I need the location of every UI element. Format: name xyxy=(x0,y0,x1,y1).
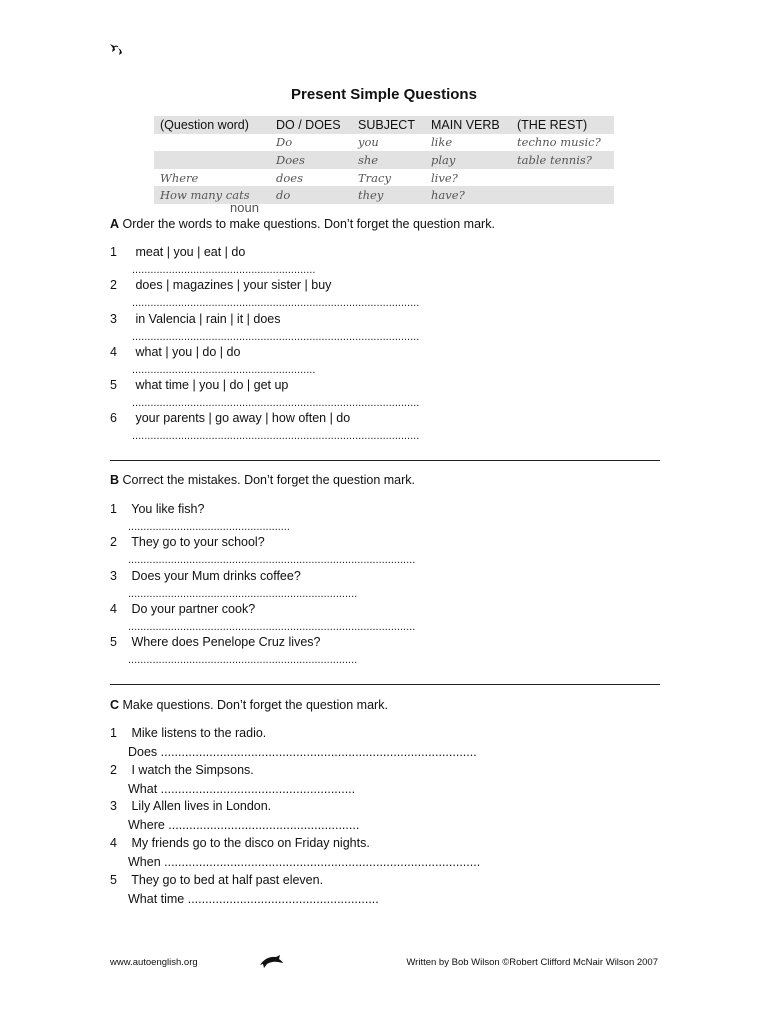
table-cell: Does xyxy=(270,151,352,169)
section-b-text: Correct the mistakes. Don’t forget the question mark. xyxy=(122,473,416,487)
item-sentence: My friends go to the disco on Friday nights. xyxy=(131,836,370,850)
item-words: what time | you | do | get up xyxy=(135,378,289,392)
item-sentence: Does your Mum drinks coffee? xyxy=(131,569,301,583)
table-cell: How many cats xyxy=(154,186,270,204)
table-cell: live? xyxy=(431,170,458,185)
section-c-item-2 xyxy=(110,763,254,777)
item-sentence: Mike listens to the radio. xyxy=(131,726,267,740)
grammar-table xyxy=(154,116,614,204)
section-c-item-4 xyxy=(110,836,370,850)
section-b-item-4 xyxy=(110,602,255,616)
item-number: 1 xyxy=(110,726,117,740)
item-sentence: You like fish? xyxy=(131,502,205,516)
section-a-instruction xyxy=(110,217,495,231)
section-c-letter: C xyxy=(110,698,120,712)
section-b-letter: B xyxy=(110,473,120,487)
table-cell: Do xyxy=(276,135,293,150)
answer-line[interactable]: Does ........................................................................................... xyxy=(128,745,477,759)
item-number: 3 xyxy=(110,312,117,326)
section-c-instruction xyxy=(110,698,388,712)
table-cell: Where xyxy=(160,170,199,185)
section-divider xyxy=(110,460,660,461)
answer-line[interactable]: ..................................................... xyxy=(128,521,290,533)
table-cell: she xyxy=(352,151,425,169)
answer-line[interactable]: ........................................................................... xyxy=(128,588,358,600)
item-sentence: Lily Allen lives in London. xyxy=(131,799,272,813)
answer-line[interactable]: .............................................................................................. xyxy=(128,621,416,633)
item-words: your parents | go away | how often | do xyxy=(135,411,351,425)
item-sentence: Do your partner cook? xyxy=(131,602,256,616)
table-cell: they xyxy=(352,186,425,204)
section-divider xyxy=(110,684,660,685)
table-row xyxy=(154,169,614,187)
item-sentence: They go to bed at half past eleven. xyxy=(131,873,324,887)
item-number: 4 xyxy=(110,345,117,359)
section-b-item-5 xyxy=(110,635,320,649)
table-cell: play xyxy=(425,151,511,169)
table-cell: like xyxy=(431,135,453,150)
section-b-instruction xyxy=(110,473,415,487)
item-number: 5 xyxy=(110,378,117,392)
table-cell xyxy=(154,134,270,152)
section-a-item-1 xyxy=(110,245,245,259)
section-a-item-4 xyxy=(110,345,240,359)
item-number: 2 xyxy=(110,763,117,777)
table-cell: you xyxy=(358,135,379,150)
table-cell: techno music? xyxy=(517,135,601,150)
section-b-item-3 xyxy=(110,569,301,583)
answer-line[interactable]: .............................................................................................. xyxy=(132,331,420,343)
item-sentence: Where does Penelope Cruz lives? xyxy=(131,635,321,649)
section-c-item-1 xyxy=(110,726,266,740)
section-a-item-5 xyxy=(110,378,288,392)
item-number: 1 xyxy=(110,245,117,259)
item-number: 5 xyxy=(110,635,117,649)
noun-annotation: noun xyxy=(230,200,259,215)
answer-line[interactable]: ............................................................ xyxy=(132,364,316,376)
birds-logo-icon xyxy=(108,42,128,58)
answer-line[interactable]: What ........................................................ xyxy=(128,782,356,796)
answer-line[interactable]: .............................................................................................. xyxy=(128,554,416,566)
header-do-does: DO / DOES xyxy=(270,116,352,134)
item-number: 2 xyxy=(110,535,117,549)
header-main-verb: MAIN VERB xyxy=(425,116,511,134)
table-row xyxy=(154,186,614,204)
answer-line[interactable]: When ........................................................................................... xyxy=(128,855,481,869)
section-a-item-6 xyxy=(110,411,350,425)
answer-line[interactable]: .............................................................................................. xyxy=(132,430,420,442)
table-cell xyxy=(511,169,614,187)
item-number: 5 xyxy=(110,873,117,887)
item-words: what | you | do | do xyxy=(135,345,241,359)
section-c-item-5 xyxy=(110,873,323,887)
header-subject: SUBJECT xyxy=(352,116,425,134)
answer-line[interactable]: ............................................................ xyxy=(132,264,316,276)
table-cell: Tracy xyxy=(358,170,391,185)
item-sentence: I watch the Simpsons. xyxy=(131,763,254,777)
item-number: 6 xyxy=(110,411,117,425)
item-words: meat | you | eat | do xyxy=(135,245,246,259)
answer-line[interactable]: .............................................................................................. xyxy=(132,397,420,409)
table-cell: does xyxy=(276,170,303,185)
item-words: in Valencia | rain | it | does xyxy=(135,312,281,326)
section-a-item-2 xyxy=(110,278,331,292)
item-number: 4 xyxy=(110,602,117,616)
table-cell xyxy=(511,186,614,204)
footer-credit: Written by Bob Wilson ©Robert Clifford McNair Wilson 2007 xyxy=(406,957,658,968)
item-number: 3 xyxy=(110,569,117,583)
table-cell xyxy=(154,151,270,169)
answer-line[interactable]: .............................................................................................. xyxy=(132,297,420,309)
section-b-item-1 xyxy=(110,502,204,516)
table-cell: do xyxy=(270,186,352,204)
item-number: 2 xyxy=(110,278,117,292)
header-the-rest: (THE REST) xyxy=(511,116,614,134)
section-a-text: Order the words to make questions. Don’t forget the question mark. xyxy=(122,217,495,231)
answer-line[interactable]: ........................................................................... xyxy=(128,654,358,666)
item-number: 1 xyxy=(110,502,117,516)
table-cell: table tennis? xyxy=(511,151,614,169)
item-sentence: They go to your school? xyxy=(131,535,265,549)
item-number: 3 xyxy=(110,799,117,813)
section-a-item-3 xyxy=(110,312,281,326)
table-header-row xyxy=(154,116,614,134)
section-c-text: Make questions. Don’t forget the question mark. xyxy=(122,698,388,712)
answer-line[interactable]: What time ....................................................... xyxy=(128,892,379,906)
table-row xyxy=(154,134,614,152)
footer-website[interactable]: www.autoenglish.org xyxy=(110,957,198,968)
header-question-word: (Question word) xyxy=(154,116,270,134)
item-words: does | magazines | your sister | buy xyxy=(135,278,332,292)
answer-line[interactable]: Where ....................................................... xyxy=(128,818,360,832)
section-c-item-3 xyxy=(110,799,271,813)
section-a-letter: A xyxy=(110,217,120,231)
item-number: 4 xyxy=(110,836,117,850)
section-b-item-2 xyxy=(110,535,265,549)
table-cell: have? xyxy=(425,186,511,204)
page-title: Present Simple Questions xyxy=(291,86,477,103)
table-row xyxy=(154,151,614,169)
dolphin-logo-icon xyxy=(258,952,284,970)
